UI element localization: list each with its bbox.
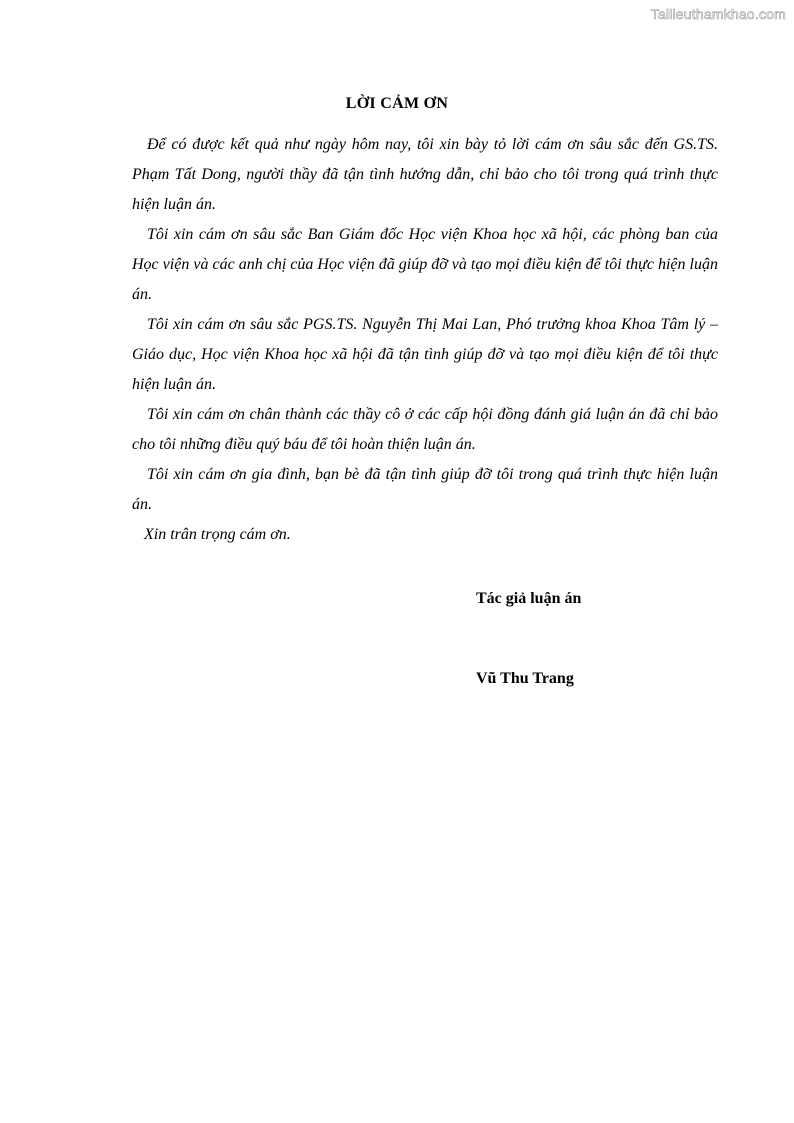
author-name: Vũ Thu Trang	[476, 670, 574, 687]
acknowledgement-body	[132, 130, 718, 550]
closing-line: Xin trân trọng cám ơn.	[144, 526, 291, 543]
paragraph: Tôi xin cám ơn chân thành các thầy cô ở các cấp hội đồng đánh giá luận án đã chỉ bảo cho tôi những điều quý báu để tôi hoàn thiện luận án.	[132, 406, 718, 453]
watermark: Tailieuthamkhao.com	[650, 6, 786, 22]
signature-label: Tác giả luận án	[476, 590, 582, 607]
paragraph: Tôi xin cám ơn sâu sắc PGS.TS. Nguyễn Thị Mai Lan, Phó trưởng khoa Khoa Tâm lý – Giáo dục, Học viện Khoa học xã hội đã tận tình giúp đỡ và tạo mọi điều kiện để tôi thực hiện luận án.	[132, 316, 718, 393]
paragraph: Tôi xin cám ơn sâu sắc Ban Giám đốc Học viện Khoa học xã hội, các phòng ban của Học viện và các anh chị của Học viện đã giúp đỡ và tạo mọi điều kiện để tôi thực hiện luận án.	[132, 226, 718, 303]
page-title: LỜI CẢM ƠN	[345, 95, 449, 112]
paragraph: Tôi xin cám ơn gia đình, bạn bè đã tận tình giúp đỡ tôi trong quá trình thực hiện luận án.	[132, 466, 718, 513]
paragraph: Để có được kết quả như ngày hôm nay, tôi xin bày tỏ lời cám ơn sâu sắc đến GS.TS. Phạm Tất Dong, người thầy đã tận tình hướng dẫn, chỉ bảo cho tôi trong quá trình thực hiện luận án.	[132, 136, 718, 213]
